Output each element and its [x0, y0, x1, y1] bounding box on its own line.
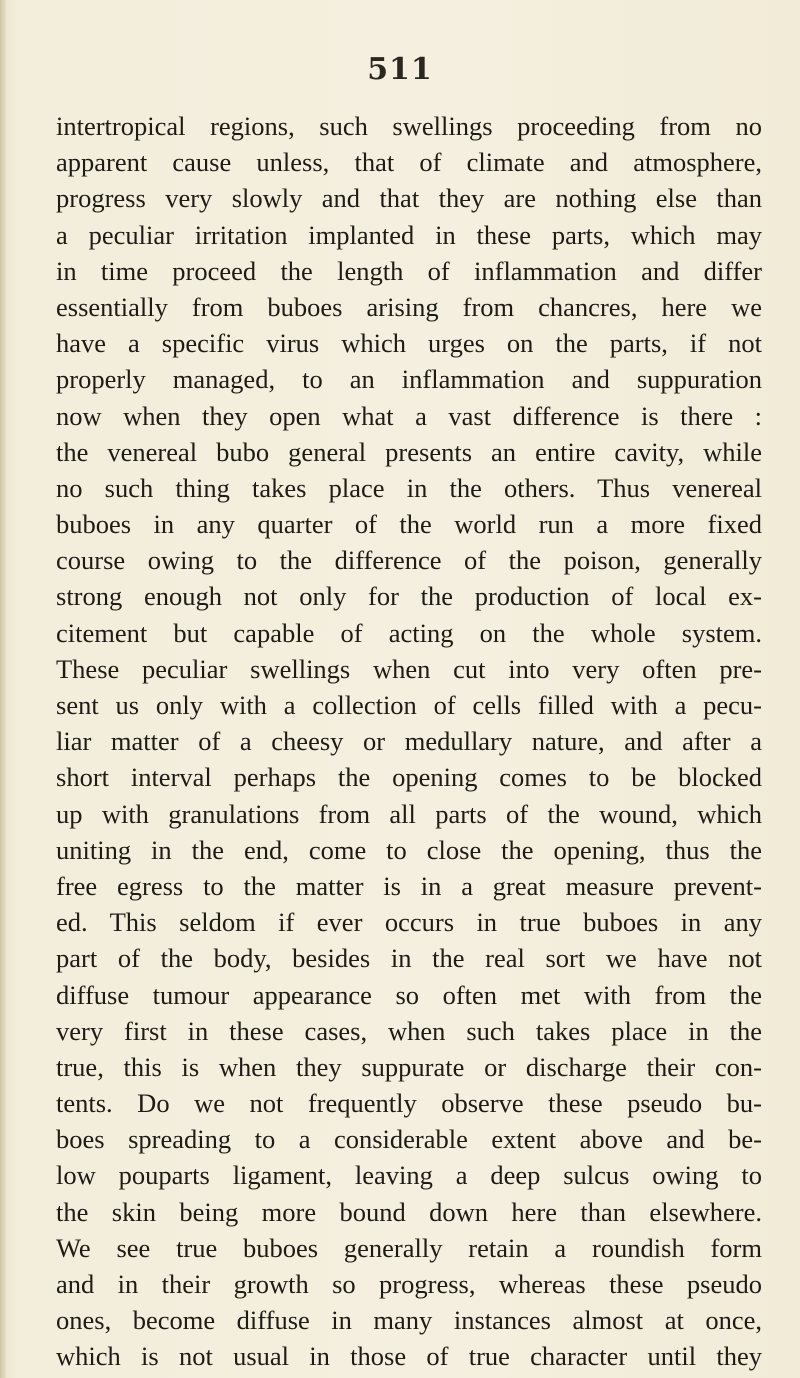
text-line: We see true buboes generally retain a roundish form	[56, 1232, 762, 1263]
text-line: properly managed, to an inflammation and suppuration	[56, 364, 762, 395]
text-line: ones, become diffuse in many instances almost at once,	[56, 1305, 762, 1336]
text-line: short interval perhaps the opening comes to be blocked	[56, 762, 762, 793]
text-line: uniting in the end, come to close the opening, thus the	[56, 834, 762, 865]
text-line: true, this is when they suppurate or discharge their con-	[56, 1051, 762, 1082]
text-line: diffuse tumour appearance so often met with from the	[56, 979, 762, 1010]
text-line: low pouparts ligament, leaving a deep sulcus owing to	[56, 1160, 762, 1191]
text-line: part of the body, besides in the real sort we have not	[56, 943, 762, 974]
text-line: very first in these cases, when such takes place in the	[56, 1015, 762, 1046]
text-line: the skin being more bound down here than elsewhere.	[56, 1196, 762, 1227]
text-line: These peculiar swellings when cut into very often pre-	[56, 653, 762, 684]
page-gutter	[0, 0, 6, 1378]
text-line: up with granulations from all parts of the wound, which	[56, 798, 762, 829]
text-line: no such thing takes place in the others. Thus venereal	[56, 472, 762, 503]
text-line: sent us only with a collection of cells filled with a pecu-	[56, 690, 762, 720]
text-line: strong enough not only for the production of local ex-	[56, 581, 762, 612]
text-line: which is not usual in those of true character until they	[56, 1341, 762, 1372]
text-line: have a specific virus which urges on the parts, if not	[56, 328, 762, 359]
text-line: tents. Do we not frequently observe these pseudo bu-	[56, 1088, 762, 1119]
text-line: free egress to the matter is in a great measure prevent-	[56, 870, 762, 901]
text-line: now when they open what a vast difference is there :	[56, 400, 762, 431]
text-line: course owing to the difference of the poison, generally	[56, 545, 762, 576]
body-text	[56, 108, 762, 1375]
text-line: progress very slowly and that they are nothing else than	[56, 183, 762, 214]
text-line: in time proceed the length of inflammation and differ	[56, 255, 762, 286]
text-line: buboes in any quarter of the world run a more fixed	[56, 509, 762, 540]
text-line: a peculiar irritation implanted in these parts, which may	[56, 219, 762, 250]
text-line: apparent cause unless, that of climate and atmosphere,	[56, 147, 762, 178]
text-line: citement but capable of acting on the whole system.	[56, 617, 762, 648]
text-line: intertropical regions, such swellings proceeding from no	[56, 111, 762, 141]
text-line: essentially from buboes arising from chancres, here we	[56, 291, 762, 322]
text-line: liar matter of a cheesy or medullary nature, and after a	[56, 726, 762, 757]
text-line: boes spreading to a considerable extent above and be-	[56, 1124, 762, 1155]
text-line: and in their growth so progress, whereas these pseudo	[56, 1269, 762, 1299]
text-line: ed. This seldom if ever occurs in true buboes in any	[56, 907, 762, 938]
page-number: 511	[367, 52, 433, 87]
text-line: the venereal bubo general presents an entire cavity, while	[56, 436, 762, 467]
